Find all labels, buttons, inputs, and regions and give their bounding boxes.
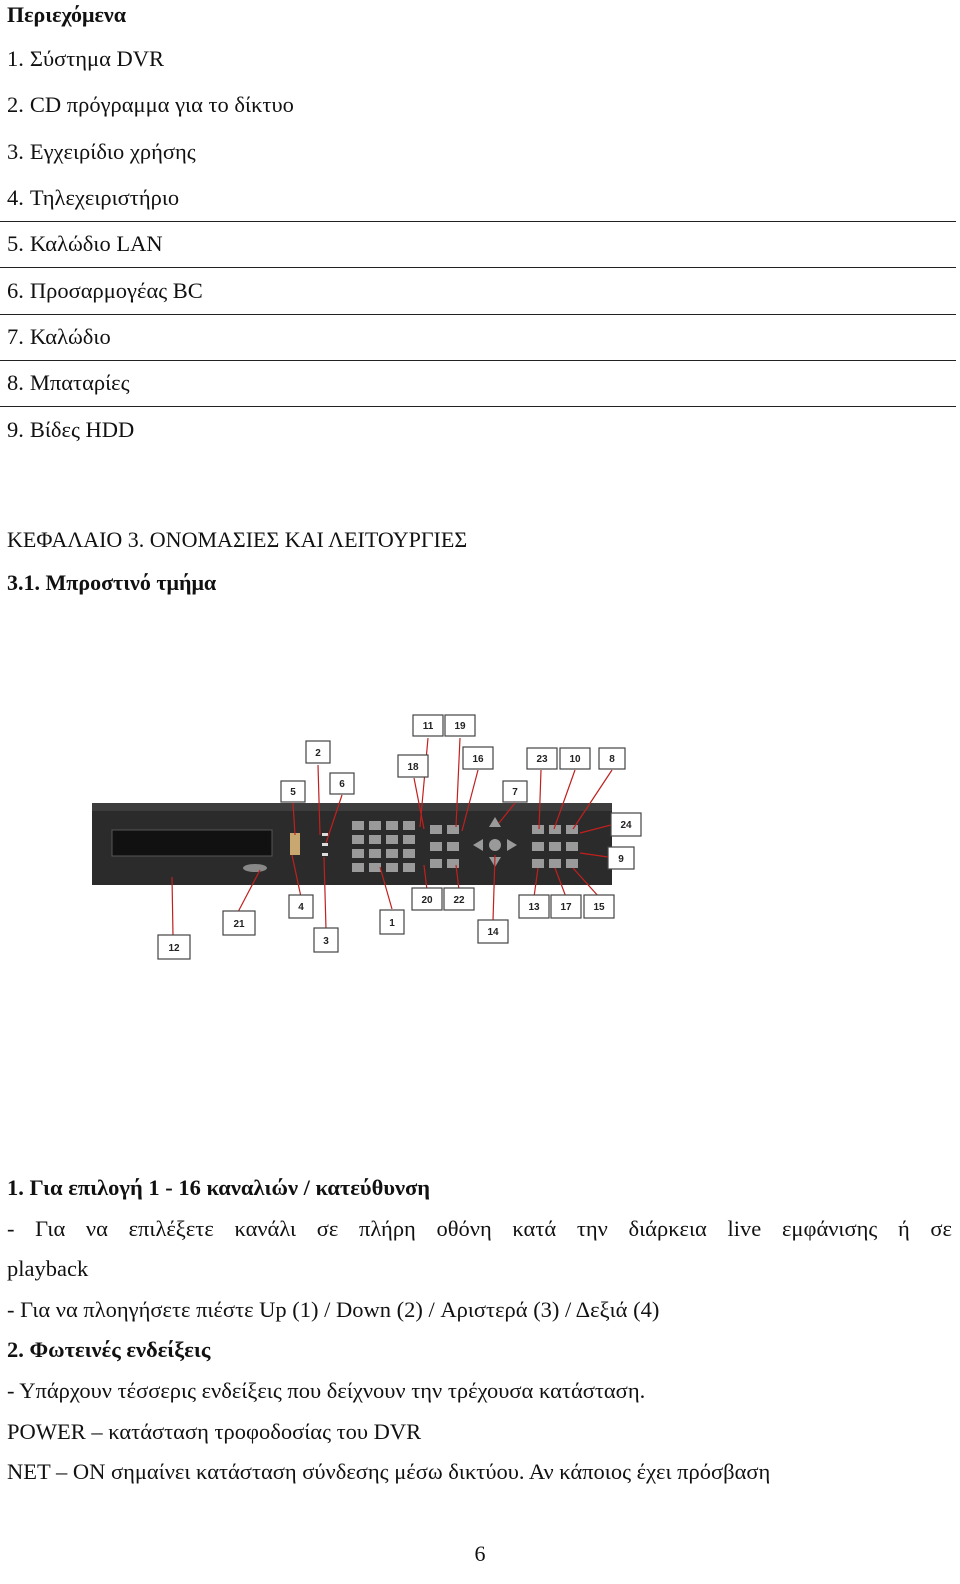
callout-4: [289, 895, 313, 918]
table-rule: [0, 314, 956, 315]
callout-22: [444, 888, 474, 910]
item1-heading: 1. Για επιλογή 1 - 16 καναλιών / κατεύθυνση: [7, 1175, 431, 1200]
svg-text:19: 19: [454, 721, 466, 732]
callout-11: [413, 715, 443, 736]
power-led-block: [290, 833, 300, 855]
callout-7: [503, 781, 527, 802]
table-rule: [0, 221, 956, 222]
callout-17: [551, 895, 581, 918]
svg-text:9: 9: [618, 854, 624, 865]
item1-line3: - Για να πλοηγήσετε πιέστε Up (1) / Down (2) / Αριστερά (3) / Δεξιά (4): [7, 1296, 660, 1322]
item2-line2: POWER – κατάσταση τροφοδοσίας του DVR: [7, 1418, 422, 1444]
svg-text:12: 12: [168, 943, 180, 954]
item1-line1: - Για να επιλέξετε κανάλι σε πλήρη οθόνη κατά την διάρκεια live εμφάνισης ή σε: [7, 1215, 952, 1241]
contents-title: Περιεχόμενα: [7, 2, 127, 27]
list-item: [0, 267, 960, 313]
item-number: 2.: [7, 92, 24, 118]
callout-10: [560, 748, 590, 769]
callout-8: [599, 748, 625, 769]
svg-text:23: 23: [536, 754, 548, 765]
list-item: [0, 175, 960, 221]
page-number: 6: [474, 1541, 486, 1566]
list-item: [0, 406, 960, 452]
callout-5: [281, 781, 305, 802]
svg-text:18: 18: [407, 762, 419, 773]
item-label: Καλώδιο: [29, 323, 111, 349]
callout-21: [223, 911, 255, 935]
callout-6: [330, 773, 354, 794]
item-label: CD πρόγραμμα για το δίκτυο: [29, 92, 294, 118]
item-label: Εγχειρίδιο χρήσης: [29, 138, 196, 164]
table-rule: [0, 267, 956, 268]
svg-text:17: 17: [560, 902, 572, 913]
item-number: 9.: [7, 416, 24, 442]
svg-text:13: 13: [528, 902, 540, 913]
callout-12: [158, 935, 190, 959]
item2-line3: NET – ON σημαίνει κατάσταση σύνδεσης μέσω δικτύου. Αν κάποιος έχει πρόσβαση: [7, 1459, 771, 1485]
list-item: [0, 82, 960, 128]
svg-text:4: 4: [298, 902, 304, 913]
svg-text:2: 2: [315, 748, 321, 759]
item2-heading: 2. Φωτεινές ενδείξεις: [7, 1337, 211, 1363]
item-label: Σύστημα DVR: [29, 46, 165, 72]
body-text: [7, 1168, 952, 1493]
callout-2: [306, 741, 330, 763]
item-number: 8.: [7, 370, 24, 396]
svg-text:11: 11: [422, 721, 434, 732]
callout-3: [314, 928, 338, 952]
svg-text:20: 20: [421, 895, 433, 906]
item-number: 1.: [7, 46, 24, 72]
item-number: 6.: [7, 277, 24, 303]
item-label: Καλώδιο LAN: [29, 231, 163, 257]
contents-list: [0, 36, 960, 453]
list-item: [0, 221, 960, 267]
svg-text:16: 16: [472, 754, 484, 765]
svg-text:21: 21: [233, 919, 245, 930]
item-label: Βίδες HDD: [29, 416, 135, 442]
table-rule: [0, 360, 956, 361]
list-item: [0, 314, 960, 360]
dvr-front-panel-diagram: [80, 705, 660, 980]
svg-text:22: 22: [453, 895, 465, 906]
list-item: [0, 360, 960, 406]
function-keypad: [532, 825, 578, 868]
callout-19: [445, 715, 475, 736]
item-label: Τηλεχειριστήριο: [29, 185, 180, 211]
cd-tray: [112, 830, 272, 856]
item2-line1: - Υπάρχουν τέσσερις ενδείξεις που δείχνουν την τρέχουσα κατάσταση.: [7, 1377, 646, 1403]
callout-18: [398, 755, 428, 777]
list-item: [0, 36, 960, 82]
callout-20: [412, 888, 442, 910]
item-label: Μπαταρίες: [29, 370, 130, 396]
callout-1: [380, 910, 404, 934]
callout-13: [519, 895, 549, 918]
item-number: 7.: [7, 323, 24, 349]
item1-line2: playback: [7, 1256, 89, 1282]
svg-text:5: 5: [290, 787, 296, 798]
table-rule: [0, 406, 956, 407]
svg-text:3: 3: [323, 936, 329, 947]
svg-text:7: 7: [512, 787, 518, 798]
section-title: 3.1. Μπροστινό τμήμα: [7, 570, 217, 595]
callout-24: [611, 813, 641, 836]
svg-text:6: 6: [339, 779, 345, 790]
svg-text:24: 24: [620, 820, 632, 831]
eject-button: [243, 864, 267, 872]
chapter-title: ΚΕΦΑΛΑΙΟ 3. ΟΝΟΜΑΣΙΕΣ ΚΑΙ ΛΕΙΤΟΥΡΓΙΕΣ: [7, 527, 468, 552]
svg-text:1: 1: [389, 918, 395, 929]
callout-9: [608, 847, 634, 869]
list-item: [0, 129, 960, 175]
item-number: 4.: [7, 185, 24, 211]
callout-16: [463, 747, 493, 769]
svg-text:10: 10: [569, 754, 581, 765]
callout-23: [527, 748, 557, 769]
callout-14: [478, 920, 508, 943]
svg-text:15: 15: [593, 902, 605, 913]
dvr-chassis-top: [92, 803, 612, 811]
svg-text:14: 14: [487, 927, 499, 938]
item-number: 3.: [7, 138, 24, 164]
svg-text:8: 8: [609, 754, 615, 765]
item-label: Προσαρμογέας BC: [29, 277, 203, 303]
callout-15: [584, 895, 614, 918]
item-number: 5.: [7, 231, 24, 257]
